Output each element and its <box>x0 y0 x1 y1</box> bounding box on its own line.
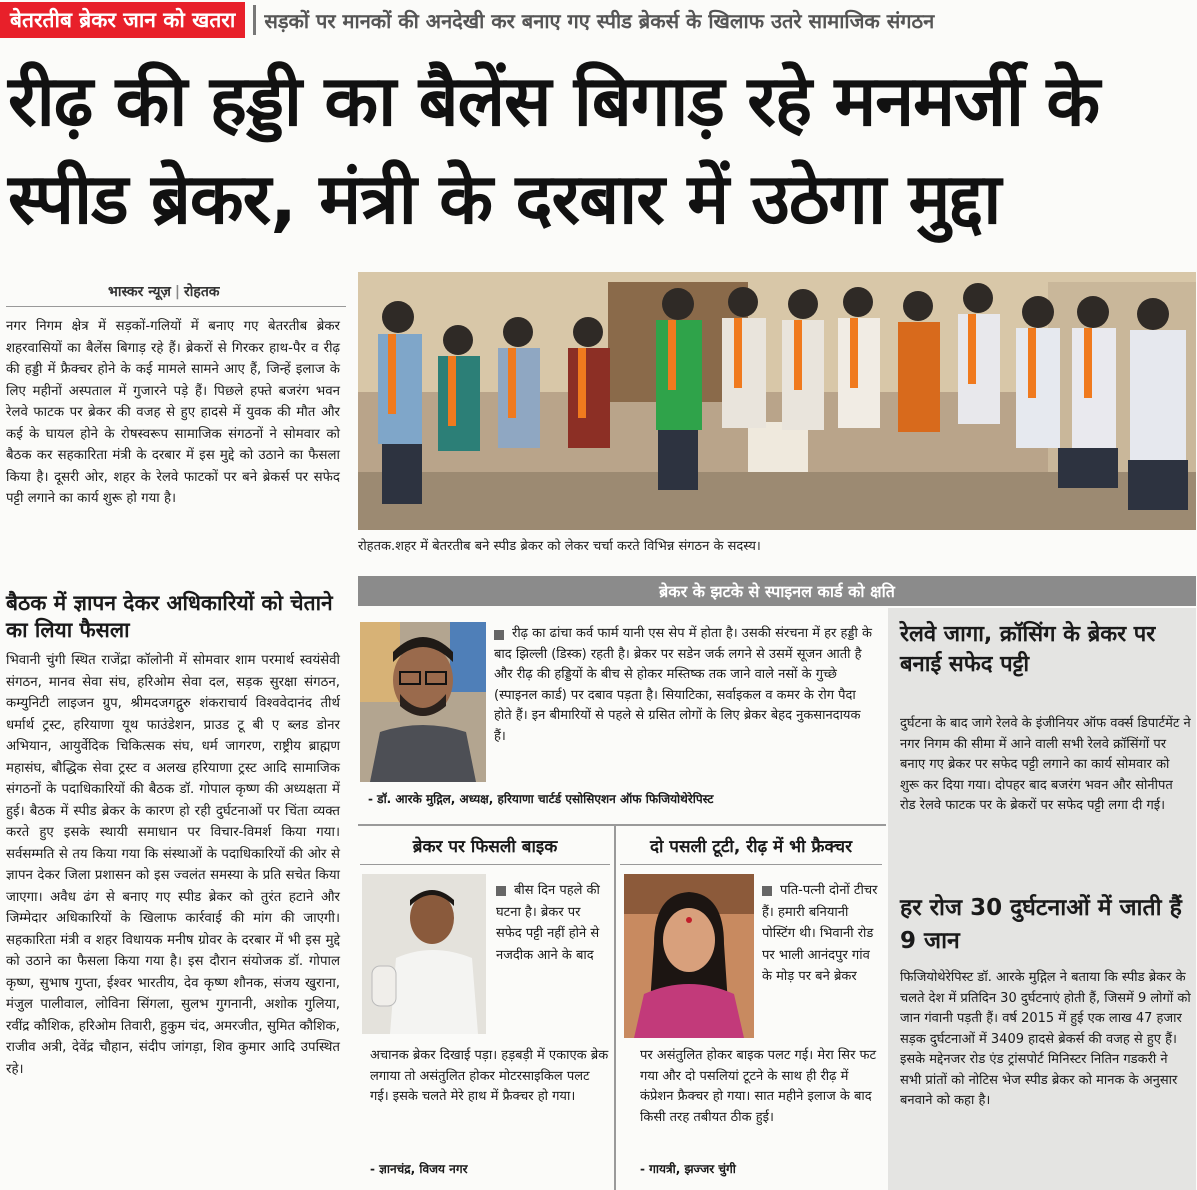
spinal-banner: ब्रेकर के झटके से स्पाइनल कार्ड को क्षति <box>358 576 1196 606</box>
story2-side-text-body: पति-पत्नी दोनों टीचर हैं। हमारी बनियानी पोस्टिंग थी। भिवानी रोड पर भाली आनंदपुर गांव के मोड़ पर बने ब्रेकर <box>762 883 878 984</box>
main-photo <box>358 272 1196 530</box>
kicker-divider <box>253 5 256 35</box>
kicker-label: बेतरतीब ब्रेकर जान को खतरा <box>0 2 245 38</box>
section-body: भिवानी चुंगी स्थित राजेंद्रा कॉलोनी में सोमवार शाम परमार्थ स्वयंसेवी संगठन, मानव सेवा संघ, हरिओम सेवा दल, सड़क सुरक्षा संगठन, कम्युनिटी लाइजन ग्रुप, श्रीमदजगद्गुरु शंकराचार्य विश्ववेदानंद तीर्थ धर्मार्थ ट्रस्ट, हरियाणा यूथ फाउंडेशन, प्राउड टू बी ए ब्लड डोनर अभियान, आयुर्वेदिक चिकित्सक संघ, धर्म जागरण, राष्ट्रीय ब्राह्मण महासंघ, बौद्धिक सेवा ट्रस्ट व अलख हरियाणा ट्रस्ट आदि सामाजिक संगठनों के पदाधिकारियों की बैठक डॉ. गोपाल कृष्ण की अध्यक्षता में हुई। बैठक में स्पीड ब्रेकर के कारण हो रही दुर्घटनाओं पर चिंता व्यक्त करते हुए इसके स्थायी समाधान पर विचार-विमर्श किया गया। सर्वसम्मति से तय किया गया कि संस्थाओं के पदाधिकारियों की ओर से ज्ञापन देकर जिला प्रशासन को इस ज्वलंत समस्या के प्रति सचेत किया जाएगा। अवैध ढंग से बनाए गए स्पीड ब्रेकर को तुरंत हटाने और जिम्मेदार अधिकारियों के खिलाफ कार्रवाई की मांग की जाएगी। सहकारिता मंत्री व शहर विधायक मनीष ग्रोवर के दरबार में भी इस मुद्दे को उठाने का फैसला किया गया है। इस दौरान संयोजक डॉ. गोपाल कृष्ण, सुभाष गुप्ता, ईश्वर भारतीय, देव कृष्ण शौनक, संजय खुराना, मंजुल पालीवाल, लोविना सिंगला, सुलभ गुगनानी, अशोक गुलिया, रवींद्र कौशिक, हरिओम तिवारी, हुकुम चंद, अमरजीत, सुमित कौशिक, राजीव अत्री, देवेंद्र चौहान, संदीप जांगड़ा, शिव कुमार आदि उपस्थित रहे। <box>6 653 340 1077</box>
meeting-photo-illustration <box>358 272 1196 530</box>
byline-source: भास्कर न्यूज़ <box>108 284 171 300</box>
kicker-subtitle: सड़कों पर मानकों की अनदेखी कर बनाए गए स्पीड ब्रेकर्स के खिलाफ उतरे सामाजिक संगठन <box>264 8 935 33</box>
byline <box>108 282 220 301</box>
story1-photo <box>362 874 486 1034</box>
story1-heading: ब्रेकर पर फिसली बाइक <box>412 837 558 857</box>
expert-text <box>494 624 874 747</box>
kicker-strip <box>0 0 1197 40</box>
victim2-portrait-illustration <box>624 874 754 1038</box>
story2-rule <box>620 864 882 865</box>
dropcap-square <box>494 630 504 640</box>
intro-paragraph: नगर निगम क्षेत्र में सड़कों-गलियों में बनाए गए बेतरतीब ब्रेकर शहरवासियों का बैलेंस बिगाड़ रहे हैं। ब्रेकरों से गिरकर हाथ-पैर व रीढ़ की हड्डी में फ्रैक्चर होने के कई मामले सामने आए हैं, जिन्हें इलाज के लिए महीनों अस्पताल में गुजारने पड़े हैं। पिछले हफ्ते बजरंग भवन रेलवे फाटक पर ब्रेकर की वजह से हुए हादसे में युवक की मौत और कई के घायल होने के रोषस्वरूप सामाजिक संगठनों ने सोमवार को बैठक कर सहकारिता मंत्री के दरबार में इस मुद्दे को उठाने का फैसला किया है। दूसरी ओर, शहर के रेलवे फाटकों पर बने ब्रेकर्स पर सफेद पट्टी लगाने का कार्य शुरू हो गया है। <box>6 319 340 506</box>
headline <box>8 52 1193 248</box>
story2-side-text <box>762 880 882 988</box>
story2-caption: - गायत्री, झज्जर चुंगी <box>640 1162 736 1176</box>
byline-separator: | <box>174 284 181 300</box>
story1-side-text-body: बीस दिन पहले की घटना है। ब्रेकर पर सफेद पट्टी नहीं होने से नजदीक आने के बाद <box>496 883 600 963</box>
section-heading: बैठक में ज्ञापन देकर अधिकारियों को चेताने का लिया फैसला <box>6 591 333 642</box>
dropcap-square <box>762 886 772 896</box>
accidents-text: फिजियोथेरेपिस्ट डॉ. आरके मुद्गिल ने बताया कि स्पीड ब्रेकर के चलते देश में प्रतिदिन 30 दुर्घटनाएं होती हैं, जिसमें 9 लोगों को जान गंवानी पड़ती हैं। वर्ष 2015 में हुई एक लाख 47 हजार सड़क दुर्घटनाओं में 3409 हादसे ब्रेकर्स की वजह से हुए हैं। इसके मद्देनजर रोड एंड ट्रांसपोर्ट मिनिस्टर नितिन गडकरी ने सभी प्रांतों को नोटिस भेज स्पीड ब्रेकर को मानक के अनुसार बनवाने को कहा है। <box>900 970 1191 1108</box>
railway-heading: रेलवे जागा, क्रॉसिंग के ब्रेकर पर बनाई सफेद पट्टी <box>900 622 1156 677</box>
story1-rule <box>360 864 610 865</box>
main-photo-caption: रोहतक.शहर में बेतरतीब बने स्पीड ब्रेकर को लेकर चर्चा करते विभिन्न संगठन के सदस्य। <box>358 539 761 554</box>
story2-photo <box>624 874 754 1038</box>
byline-rule <box>6 306 346 307</box>
story1-side-text <box>496 880 610 966</box>
byline-city: रोहतक <box>184 284 220 300</box>
expert-caption: - डॉ. आरके मुद्गिल, अध्यक्ष, हरियाणा चार्टर्ड एसोसिएशन ऑफ फिजियोथेरेपिस्ट <box>368 792 714 806</box>
accidents-heading: हर रोज 30 दुर्घटनाओं में जाती हैं 9 जान <box>900 895 1182 954</box>
headline-line-1: रीढ़ की हड्डी का बैलेंस बिगाड़ रहे मनमर्जी के <box>8 60 1100 142</box>
story-divider-vertical <box>614 826 616 1190</box>
expert-portrait-illustration <box>360 622 486 782</box>
story-divider-horizontal <box>358 824 886 826</box>
railway-text: दुर्घटना के बाद जागे रेलवे के इंजीनियर ऑफ वर्क्स डिपार्टमेंट ने नगर निगम की सीमा में आने वाली सभी रेलवे क्रॉसिंगों पर बनाए गए ब्रेकर पर सफेद पट्टी लगाने का कार्य सोमवार को शुरू कर दिया गया। दोपहर बाद बजरंग भवन और सोनीपत रोड रेलवे फाटक पर के ब्रेकरों पर सफेद पट्टी लगा दी गई। <box>900 716 1191 813</box>
expert-photo <box>360 622 486 782</box>
story1-bottom-text: अचानक ब्रेकर दिखाई पड़ा। हड़बड़ी में एकाएक ब्रेक लगाया तो असंतुलित होकर मोटरसाइकिल पलट गई। इसके चलते मेरे हाथ में फ्रैक्चर हो गया। <box>370 1048 609 1104</box>
expert-text-body: रीढ़ का ढांचा कर्व फार्म यानी एस सेप में होता है। उसकी संरचना में हर हड्डी के बाद झिल्ली (डिस्क) रहती है। ब्रेकर पर सडेन जर्क लगने से उसमें सूजन आती है और रीढ़ की हड्डियों के बीच से होकर मस्तिष्क तक जाने वाले नसों के गुच्छे (स्पाइनल कार्ड) पर दबाव पड़ता है। सियाटिका, सर्वाइकल व कमर के रोग पैदा होते हैं। इन बीमारियों से पहले से ग्रसित लोगों के लिए ब्रेकर बेहद नुकसानदायक हैं। <box>494 626 872 744</box>
victim1-portrait-illustration <box>362 874 486 1034</box>
headline-line-2: स्पीड ब्रेकर, मंत्री के दरबार में उठेगा मुद्दा <box>8 158 1001 240</box>
story2-heading: दो पसली टूटी, रीढ़ में भी फ्रैक्चर <box>649 837 853 857</box>
story2-bottom-text: पर असंतुलित होकर बाइक पलट गई। मेरा सिर फट गया और दो पसलियां टूटने के साथ ही रीढ़ में कंप्रेशन फ्रैक्चर हो गया। सात महीने इलाज के बाद किसी तरह तबीयत ठीक हुई। <box>640 1048 877 1125</box>
story1-caption: - ज्ञानचंद्र, विजय नगर <box>370 1162 468 1176</box>
dropcap-square <box>496 886 506 896</box>
